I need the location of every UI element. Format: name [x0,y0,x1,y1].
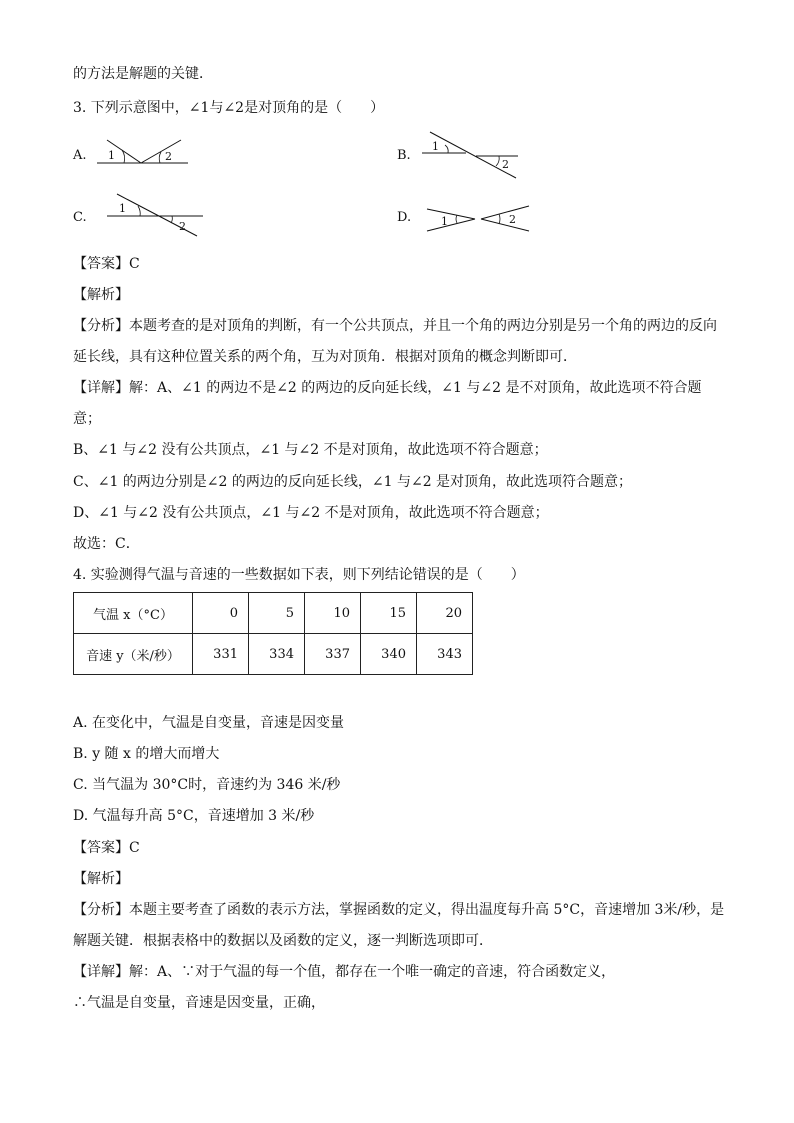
table-header-speed: 音速 y（米/秒） [74,634,193,675]
table-cell: 15 [361,593,417,634]
table-cell: 343 [417,634,473,675]
table-header-temperature: 气温 x（°C） [74,593,193,634]
angle-2-label: 2 [509,213,516,226]
figure-d [425,204,535,234]
option-d-label: D. [397,210,412,225]
analysis-3-line1: 【分析】本题考查的是对顶角的判断，有一个公共顶点，并且一个角的两边分别是另一个角的两边的反向 [73,318,717,334]
table-cell: 10 [305,593,361,634]
analysis-heading-4: 【解析】 [73,871,129,887]
option-4d: D. 气温每升高 5°C，音速增加 3 米/秒 [73,808,315,824]
analysis-4-line1: 【分析】本题主要考查了函数的表示方法，掌握函数的定义，得出温度每升高 5°C，音速增加 3米/秒，是 [73,902,725,918]
figure-c [105,190,205,240]
detail-3-line4: C、∠1 的两边分别是∠2 的两边的反向延长线，∠1 与∠2 是对顶角，故此选项符合题意； [73,474,633,490]
answer-4: 【答案】C [73,840,140,856]
table-cell: 20 [417,593,473,634]
detail-3-line3: B、∠1 与∠2 没有公共顶点，∠1 与∠2 不是对顶角，故此选项不符合题意； [73,442,548,458]
question-3: 3. 下列示意图中，∠1与∠2是对顶角的是（ ） [73,100,385,116]
analysis-heading-3: 【解析】 [73,287,129,303]
detail-4-line2: ∴气温是自变量，音速是因变量，正确， [73,995,325,1011]
table-cell: 0 [193,593,249,634]
option-4a: A. 在变化中，气温是自变量，音速是因变量 [73,715,345,731]
angle-2-label: 2 [165,150,172,163]
table-cell: 334 [249,634,305,675]
analysis-3-line2: 延长线，具有这种位置关系的两个角，互为对顶角．根据对顶角的概念判断即可． [73,349,577,365]
detail-3-line1: 【详解】解：A、∠1 的两边不是∠2 的两边的反向延长线，∠1 与∠2 是不对顶角，故此选项不符合题 [73,380,702,396]
detail-3-line5: D、∠1 与∠2 没有公共顶点，∠1 与∠2 不是对顶角，故此选项不符合题意； [73,505,549,521]
angle-2-label: 2 [179,220,186,233]
angle-1-label: 1 [441,215,448,228]
table-cell: 5 [249,593,305,634]
table-row [74,593,473,634]
question-4: 4. 实验测得气温与音速的一些数据如下表，则下列结论错误的是（ ） [73,567,525,583]
analysis-4-line2: 解题关键．根据表格中的数据以及函数的定义，逐一判断选项即可． [73,933,493,949]
detail-4-line1: 【详解】解：A、∵对于气温的每一个值，都存在一个唯一确定的音速，符合函数定义， [73,964,616,980]
figure-b [420,128,520,182]
angle-2-label: 2 [502,158,509,171]
temperature-sound-table [73,592,473,675]
answer-3: 【答案】C [73,256,140,272]
angle-1-label: 1 [432,140,439,153]
angle-1-label: 1 [119,202,126,215]
table-cell: 337 [305,634,361,675]
conclusion-3: 故选：C． [73,536,140,552]
option-4b: B. y 随 x 的增大而增大 [73,746,220,762]
angle-1-label: 1 [108,149,115,162]
option-a-label: A. [73,148,87,163]
figure-a [95,134,195,170]
detail-3-line2: 意； [73,411,101,427]
option-4c: C. 当气温为 30°C时，音速约为 346 米/秒 [73,777,341,793]
option-c-label: C. [73,210,87,225]
table-cell: 331 [193,634,249,675]
option-b-label: B. [397,148,411,163]
table-cell: 340 [361,634,417,675]
line-method: 的方法是解题的关键． [73,66,213,82]
table-row [74,634,473,675]
